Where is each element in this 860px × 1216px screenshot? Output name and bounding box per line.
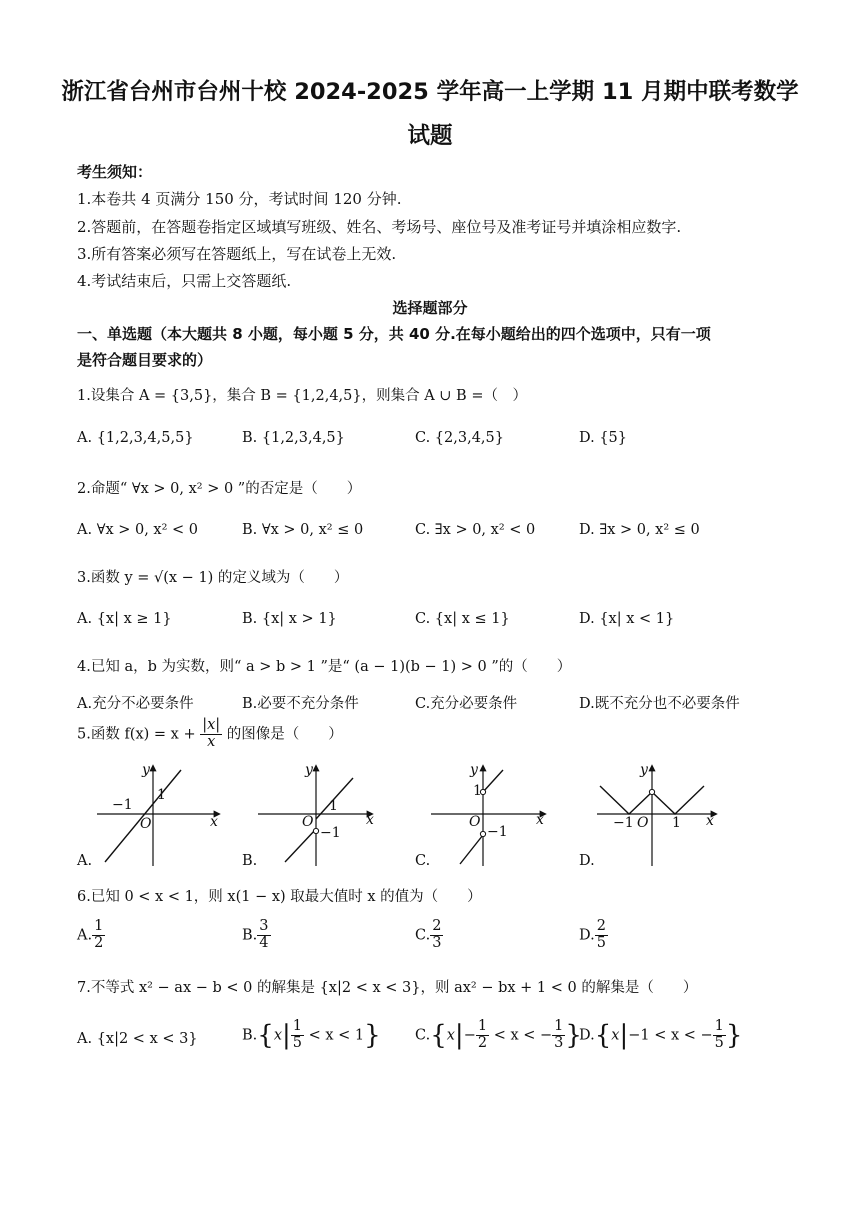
set-variable: x [273,1027,282,1044]
axis-y-label: y [305,762,313,778]
tick-label: 1 [329,798,338,814]
option-prefix: D. [579,927,595,944]
set-variable: x [611,1027,620,1044]
numerator: 1 [477,1018,488,1034]
notice-item: 3.所有答案必须写在答题纸上，写在试卷上无效. [77,245,397,263]
tick-label: −1 [112,797,133,813]
open-point [313,828,318,833]
fraction [713,1019,726,1052]
q5-option-c: C. [415,853,431,869]
question-2-stem: 2.命题“ ∀x > 0, x² > 0 ”的否定是（ ） [77,481,362,497]
section-title: 选择题部分 [392,299,468,317]
option-prefix: B. [242,927,258,944]
q5-option-b: B. [242,853,258,869]
numerator: 2 [596,918,606,934]
denominator: 4 [259,934,269,951]
q3-option-c: C. {x| x ≤ 1} [415,611,510,627]
origin-label: O [637,815,649,831]
q2-option-b: B. ∀x > 0, x² ≤ 0 [242,522,364,538]
origin-label: O [140,816,152,832]
fraction [257,919,270,952]
set-condition: < x < 1 [308,1027,365,1044]
q7-option-b: B.{x| $\frac{1}{5}$ < x < 1} [242,1018,381,1051]
q7-option-c: C.{x|− $\frac{1}{2}$ < x < − $\frac{1}{3}$ } [415,1018,582,1051]
q3-option-b: B. {x| x > 1} [242,611,337,627]
graph-line-lower [460,835,483,864]
q2-option-d: D. ∃x > 0, x² ≤ 0 [579,522,700,538]
notice-heading: 考生须知： [77,163,153,181]
axis-x-label: x [366,812,374,828]
origin-label: O [469,814,481,830]
graph-line-right [652,786,704,814]
graph-line-left [600,786,652,814]
tick-label: 1 [157,787,166,803]
notice-item: 2.答题前，在答题卷指定区域填写班级、姓名、考场号、座位号及准考证号并填涂相应数字. [77,218,682,236]
graph-line-upper [483,770,503,792]
tick-label: −1 [320,825,341,841]
question-6-stem: 6.已知 0 < x < 1，则 x(1 − x) 取最大值时 x 的值为（ ） [77,889,482,905]
q5-fraction [200,718,222,751]
q5-stem-end: 的图像是（ ） [226,726,343,743]
open-point [480,831,485,836]
question-5-stem [77,718,343,751]
option-prefix: D. [579,1027,595,1044]
tick-label: −1 [613,815,634,831]
notice-item: 4.考试结束后，只需上交答题纸. [77,272,292,290]
fraction [430,919,443,952]
fraction [291,1019,304,1052]
set-condition: < x < − [493,1027,553,1044]
q1-option-d: D. {5} [579,430,628,446]
q6-option-d [579,919,608,952]
denominator: 3 [554,1034,564,1051]
notice-item: 1.本卷共 4 页满分 150 分，考试时间 120 分钟. [77,190,402,208]
tick-label: −1 [487,824,508,840]
q2-option-c: C. ∃x > 0, x² < 0 [415,522,536,538]
exam-title: 浙江省台州市台州十校 2024-2025 学年高一上学期 11 月期中联考数学 [61,79,799,105]
denominator: 2 [477,1034,488,1051]
set-condition: −1 < x < − [628,1027,713,1044]
q3-option-d: D. {x| x < 1} [579,611,675,627]
numerator: 1 [714,1018,724,1034]
q2-option-a: A. ∀x > 0, x² < 0 [77,522,199,538]
option-prefix: A. [77,927,93,944]
graph-line-lower [285,829,316,862]
question-4-stem: 4.已知 a，b 为实数，则“ a > b > 1 ”是“ (a − 1)(b − 1) > 0 ”的（ ） [77,659,572,675]
part-heading-continued: 是符合题目要求的） [77,351,213,369]
axis-x-label: x [536,812,544,828]
axis-y-label: y [142,762,150,778]
q3-option-a: A. {x| x ≥ 1} [77,611,172,627]
q6-option-a [77,919,105,952]
q4-option-c: C.充分必要条件 [415,696,518,712]
minus-sign: − [463,1027,476,1044]
option-prefix: C. [415,927,431,944]
fraction [476,1019,489,1052]
q1-option-b: B. {1,2,3,4,5} [242,430,345,446]
numerator: 3 [259,918,269,934]
q1-option-a: A. {1,2,3,4,5,5} [77,430,194,446]
numerator: 1 [94,918,104,934]
denominator: 3 [432,934,442,951]
tick-label: 1 [672,815,681,831]
axis-y-label: y [470,762,478,778]
q5-fraction-denominator: x [207,733,216,750]
q1-option-c: C. {2,3,4,5} [415,430,504,446]
question-1-stem: 1.设集合 A = {3,5}，集合 B = {1,2,4,5}，则集合 A ∪ B =（ ） [77,388,527,404]
tick-label: 1 [473,783,482,799]
q6-option-c [415,919,443,952]
denominator: 2 [94,934,104,951]
numerator: 1 [554,1018,564,1034]
exam-title-continued: 试题 [407,123,453,149]
open-point [649,789,654,794]
q5-fraction-numerator: |x| [202,717,221,733]
q7-option-d: D.{x|−1 < x < − $\frac{1}{5}$ } [579,1018,743,1051]
q4-option-b: B.必要不充分条件 [242,696,359,712]
q5-stem-start: 5.函数 f(x) = x + [77,726,196,743]
numerator: 1 [292,1018,302,1034]
axis-y-label: y [640,762,648,778]
denominator: 5 [292,1034,302,1051]
q5-option-d: D. [579,853,595,869]
fraction [92,919,105,952]
set-variable: x [446,1027,455,1044]
part-heading: 一、单选题（本大题共 8 小题，每小题 5 分，共 40 分.在每小题给出的四个选项中，只有一项 [77,325,711,343]
question-7-stem: 7.不等式 x² − ax − b < 0 的解集是 {x|2 < x < 3}，则 ax² − bx + 1 < 0 的解集是（ ） [77,980,698,996]
q4-option-a: A.充分不必要条件 [77,696,194,712]
denominator: 5 [596,934,606,951]
q6-option-b [242,919,271,952]
axis-x-label: x [706,813,714,829]
denominator: 5 [714,1034,724,1051]
question-3-stem: 3.函数 y = √(x − 1) 的定义域为（ ） [77,570,349,586]
q5-option-a: A. [77,853,93,869]
numerator: 2 [432,918,442,934]
option-prefix: C. [415,1027,431,1044]
q5-graph-d [594,760,724,868]
q4-option-d: D.既不充分也不必要条件 [579,696,740,712]
q7-option-a: A. {x|2 < x < 3} [77,1031,198,1047]
fraction [552,1019,565,1052]
axis-x-label: x [210,814,218,830]
origin-label: O [302,814,314,830]
fraction [595,919,608,952]
option-prefix: B. [242,1027,258,1044]
